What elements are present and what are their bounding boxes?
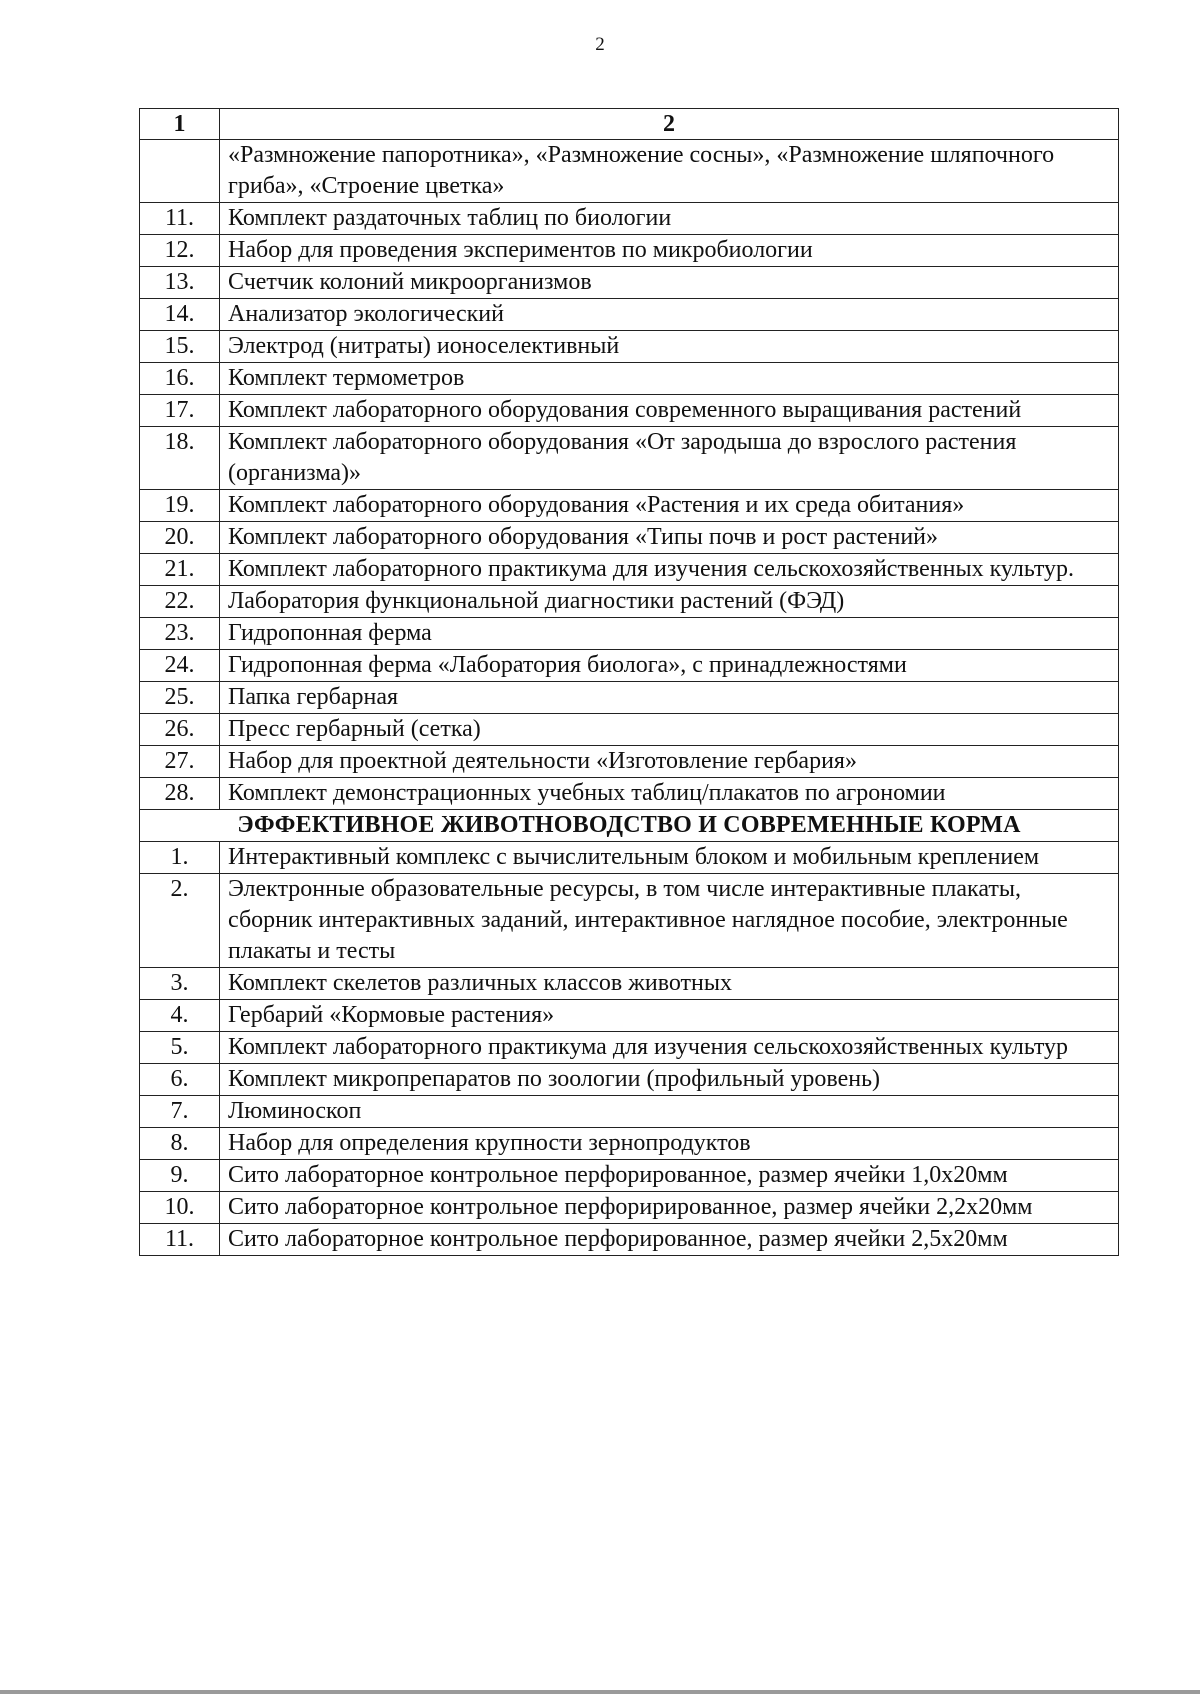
table-row xyxy=(140,586,1119,618)
row-number: 24. xyxy=(140,650,220,682)
row-number: 7. xyxy=(140,1096,220,1128)
table-row xyxy=(140,682,1119,714)
table-row xyxy=(140,522,1119,554)
row-number: 22. xyxy=(140,586,220,618)
row-number: 9. xyxy=(140,1160,220,1192)
row-item-name: Электрод (нитраты) ионоселективный xyxy=(220,331,1119,363)
row-number: 28. xyxy=(140,778,220,810)
row-item-name: Интерактивный комплекс с вычислительным блоком и мобильным креплением xyxy=(220,842,1119,874)
table-row xyxy=(140,203,1119,235)
table-row xyxy=(140,235,1119,267)
row-number: 2. xyxy=(140,874,220,968)
row-item-name: Папка гербарная xyxy=(220,682,1119,714)
row-item-name: Люминоскоп xyxy=(220,1096,1119,1128)
table-row xyxy=(140,714,1119,746)
row-number: 11. xyxy=(140,1224,220,1256)
table-row xyxy=(140,1192,1119,1224)
table-header-row xyxy=(140,109,1119,140)
row-item-name: Гидропонная ферма xyxy=(220,618,1119,650)
continuation-row xyxy=(140,140,1119,203)
row-item-name: Сито лабораторное контрольное перфорированное, размер ячейки 1,0х20мм xyxy=(220,1160,1119,1192)
row-item-name: Комплект демонстрационных учебных таблиц/плакатов по агрономии xyxy=(220,778,1119,810)
row-number: 4. xyxy=(140,1000,220,1032)
table-row xyxy=(140,299,1119,331)
row-number: 15. xyxy=(140,331,220,363)
row-item-name: Комплект лабораторного оборудования «Типы почв и рост растений» xyxy=(220,522,1119,554)
header-col-2: 2 xyxy=(220,109,1119,140)
row-number: 3. xyxy=(140,968,220,1000)
table-row xyxy=(140,1064,1119,1096)
table-row xyxy=(140,618,1119,650)
row-item-name: Набор для проведения экспериментов по микробиологии xyxy=(220,235,1119,267)
row-item-name: Комплект скелетов различных классов животных xyxy=(220,968,1119,1000)
row-number: 26. xyxy=(140,714,220,746)
continuation-text: «Размножение папоротника», «Размножение сосны», «Размножение шляпочного гриба», «Строение цветка» xyxy=(220,140,1119,203)
table-row xyxy=(140,650,1119,682)
row-item-name: Комплект раздаточных таблиц по биологии xyxy=(220,203,1119,235)
table-row xyxy=(140,1128,1119,1160)
row-number: 17. xyxy=(140,395,220,427)
section-heading: ЭФФЕКТИВНОЕ ЖИВОТНОВОДСТВО И СОВРЕМЕННЫЕ КОРМА xyxy=(140,810,1119,842)
table-row xyxy=(140,1096,1119,1128)
row-number: 21. xyxy=(140,554,220,586)
equipment-table xyxy=(139,108,1119,1256)
table-row xyxy=(140,1160,1119,1192)
row-number: 14. xyxy=(140,299,220,331)
row-item-name: Комплект термометров xyxy=(220,363,1119,395)
row-item-name: Комплект лабораторного оборудования «От зародыша до взрослого растения (организма)» xyxy=(220,427,1119,490)
table-row xyxy=(140,490,1119,522)
table-row xyxy=(140,331,1119,363)
row-number: 23. xyxy=(140,618,220,650)
row-number: 11. xyxy=(140,203,220,235)
row-item-name: Комплект лабораторного практикума для изучения сельскохозяйственных культур. xyxy=(220,554,1119,586)
row-number: 1. xyxy=(140,842,220,874)
scan-bottom-edge xyxy=(0,1690,1200,1694)
row-number: 13. xyxy=(140,267,220,299)
table-row xyxy=(140,395,1119,427)
continuation-num-cell xyxy=(140,140,220,203)
row-item-name: Комплект микропрепаратов по зоологии (профильный уровень) xyxy=(220,1064,1119,1096)
row-item-name: Электронные образовательные ресурсы, в том числе интерактивные плакаты, сборник интерактивных заданий, интерактивное наглядное пособие, электронные плакаты и тесты xyxy=(220,874,1119,968)
row-number: 18. xyxy=(140,427,220,490)
row-number: 19. xyxy=(140,490,220,522)
row-number: 16. xyxy=(140,363,220,395)
row-number: 10. xyxy=(140,1192,220,1224)
header-col-1: 1 xyxy=(140,109,220,140)
table-row xyxy=(140,1000,1119,1032)
table-row xyxy=(140,267,1119,299)
row-item-name: Набор для определения крупности зернопродуктов xyxy=(220,1128,1119,1160)
row-item-name: Комплект лабораторного практикума для изучения сельскохозяйственных культур xyxy=(220,1032,1119,1064)
row-item-name: Комплект лабораторного оборудования «Растения и их среда обитания» xyxy=(220,490,1119,522)
row-item-name: Гидропонная ферма «Лаборатория биолога», с принадлежностями xyxy=(220,650,1119,682)
table-row xyxy=(140,427,1119,490)
row-number: 20. xyxy=(140,522,220,554)
row-item-name: Лаборатория функциональной диагностики растений (ФЭД) xyxy=(220,586,1119,618)
row-number: 27. xyxy=(140,746,220,778)
row-item-name: Счетчик колоний микроорганизмов xyxy=(220,267,1119,299)
row-number: 5. xyxy=(140,1032,220,1064)
row-number: 25. xyxy=(140,682,220,714)
table-row xyxy=(140,746,1119,778)
table-row xyxy=(140,554,1119,586)
row-item-name: Комплект лабораторного оборудования современного выращивания растений xyxy=(220,395,1119,427)
table-row xyxy=(140,1224,1119,1256)
table-row xyxy=(140,842,1119,874)
row-item-name: Сито лабораторное контрольное перфорирированное, размер ячейки 2,2х20мм xyxy=(220,1192,1119,1224)
table-row xyxy=(140,874,1119,968)
page-number: 2 xyxy=(595,34,605,55)
row-item-name: Анализатор экологический xyxy=(220,299,1119,331)
table-row xyxy=(140,363,1119,395)
section-heading-row xyxy=(140,810,1119,842)
table-row xyxy=(140,968,1119,1000)
row-item-name: Гербарий «Кормовые растения» xyxy=(220,1000,1119,1032)
row-item-name: Набор для проектной деятельности «Изготовление гербария» xyxy=(220,746,1119,778)
row-item-name: Сито лабораторное контрольное перфорированное, размер ячейки 2,5х20мм xyxy=(220,1224,1119,1256)
row-item-name: Пресс гербарный (сетка) xyxy=(220,714,1119,746)
row-number: 8. xyxy=(140,1128,220,1160)
row-number: 6. xyxy=(140,1064,220,1096)
table-row xyxy=(140,778,1119,810)
row-number: 12. xyxy=(140,235,220,267)
table-row xyxy=(140,1032,1119,1064)
